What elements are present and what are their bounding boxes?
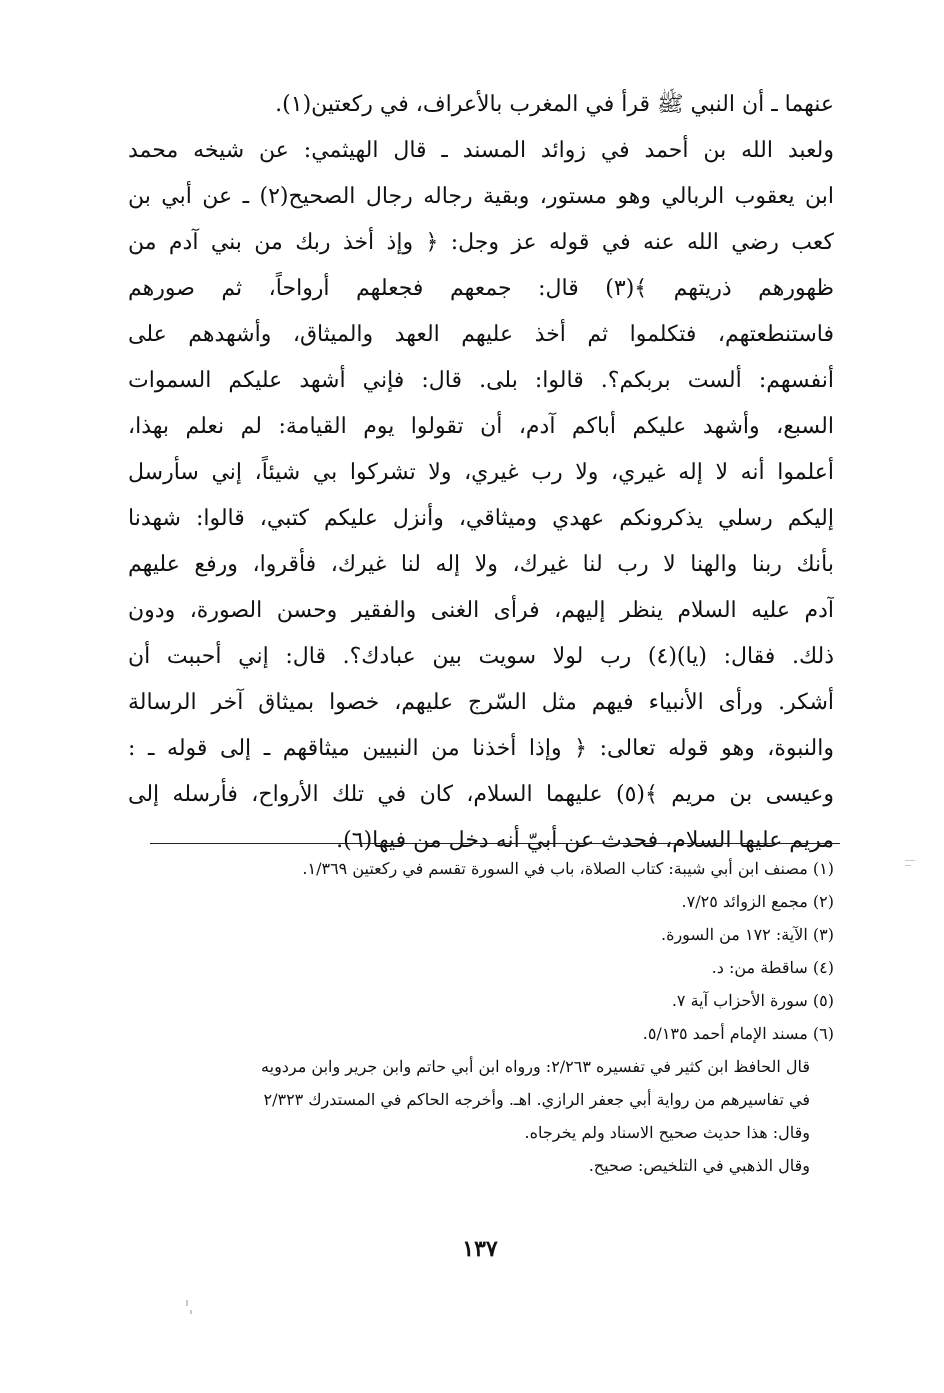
main-text-line: أشكر. ورأى الأنبياء فيهم مثل السّرج عليهم، خصوا بميثاق آخر الرسالة — [128, 690, 834, 715]
main-text-line: فاستنطعتهم، فتكلموا ثم أخذ عليهم العهد والميثاق، وأشهدهم على — [128, 322, 834, 347]
footnote-line: في تفاسيرهم من رواية أبي جعفر الرازي. اهـ. وأخرجه الحاكم في المستدرك ٢/٣٢٣ — [263, 1090, 810, 1109]
footnote-line: (٢) مجمع الزوائد ٧/٢٥. — [681, 892, 834, 911]
main-text-line: السبع، وأشهد عليكم أباكم آدم، أن تقولوا يوم القيامة: لم نعلم بهذا، — [128, 414, 834, 439]
footnote-line: (٣) الآية: ١٧٢ من السورة. — [660, 925, 834, 944]
main-text-line: وعيسى بن مريم ﴾(٥) عليهما السلام، كان في تلك الأرواح، فأرسله إلى — [128, 782, 834, 807]
main-text-line: عنهما ـ أن النبي ﷺ قرأ في المغرب بالأعراف، في ركعتين(١). — [275, 92, 834, 117]
main-text-line: ظهورهم ذريتهم ﴾(٣) قال: جمعهم فجعلهم أرواحاً، ثم صورهم — [128, 276, 834, 301]
footnote-line: وقال: هذا حديث صحيح الاسناد ولم يخرجاه. — [524, 1123, 810, 1142]
main-text-line: آدم عليه السلام ينظر إليهم، فرأى الغنى والفقير وحسن الصورة، ودون — [128, 598, 834, 623]
footnote-line: (١) مصنف ابن أبي شيبة: كتاب الصلاة، باب في السورة تقسم في ركعتين ١/٣٦٩. — [302, 859, 834, 878]
footnote-divider — [150, 843, 840, 844]
main-text-line: أعلموا أنه لا إله غيري، ولا رب غيري، ولا تشركوا بي شيئاً، إني سأرسل — [128, 460, 834, 485]
footnotes-block — [128, 852, 834, 1182]
footnote-line: قال الحافظ ابن كثير في تفسيره ٢/٢٦٣: ورواه ابن أبي حاتم وابن جرير وابن مردويه — [261, 1057, 810, 1076]
page-number: ١٣٧ — [462, 1236, 498, 1262]
footnote-line: وقال الذهبي في التلخيص: صحيح. — [588, 1156, 810, 1175]
footnote-line: (٦) مسند الإمام أحمد ٥/١٣٥. — [642, 1024, 834, 1043]
main-text-line: أنفسهم: ألست بربكم؟. قالوا: بلى. قال: فإني أشهد عليكم السموات — [128, 368, 834, 393]
main-text-block — [128, 82, 834, 864]
main-text-line: ابن يعقوب الربالي وهو مستور، وبقية رجاله رجال الصحيح(٢) ـ عن أبي بن — [128, 184, 834, 209]
main-text-line: إليكم رسلي يذكرونكم عهدي وميثاقي، وأنزل عليكم كتبي، قالوا: شهدنا — [128, 506, 834, 531]
main-text-line: كعب رضي الله عنه في قوله عز وجل: ﴿ وإذ أخذ ربك من بني آدم من — [128, 230, 834, 255]
scan-speck — [905, 865, 911, 866]
footnote-line: (٥) سورة الأحزاب آية ٧. — [671, 991, 834, 1010]
scan-speck — [190, 1310, 192, 1314]
scan-speck — [905, 860, 915, 861]
main-text-line: مريم عليها السلام، فحدث عن أبيّ أنه دخل من فيها(٦). — [336, 828, 834, 853]
main-text-line: بأنك ربنا والهنا لا رب لنا غيرك، ولا إله لنا غيرك، فأقروا، ورفع عليهم — [128, 552, 834, 577]
main-text-line: ذلك. فقال: (يا)(٤) رب لولا سويت بين عبادك؟. قال: إني أحببت أن — [128, 644, 834, 669]
main-text-line: ولعبد الله بن أحمد في زوائد المسند ـ قال الهيثمي: عن شيخه محمد — [128, 138, 834, 163]
footnote-line: (٤) ساقطة من: د. — [711, 958, 834, 977]
scan-speck — [186, 1300, 188, 1306]
main-text-line: والنبوة، وهو قوله تعالى: ﴿ وإذا أخذنا من النبيين ميثاقهم ـ إلى قوله ـ : — [128, 736, 834, 761]
